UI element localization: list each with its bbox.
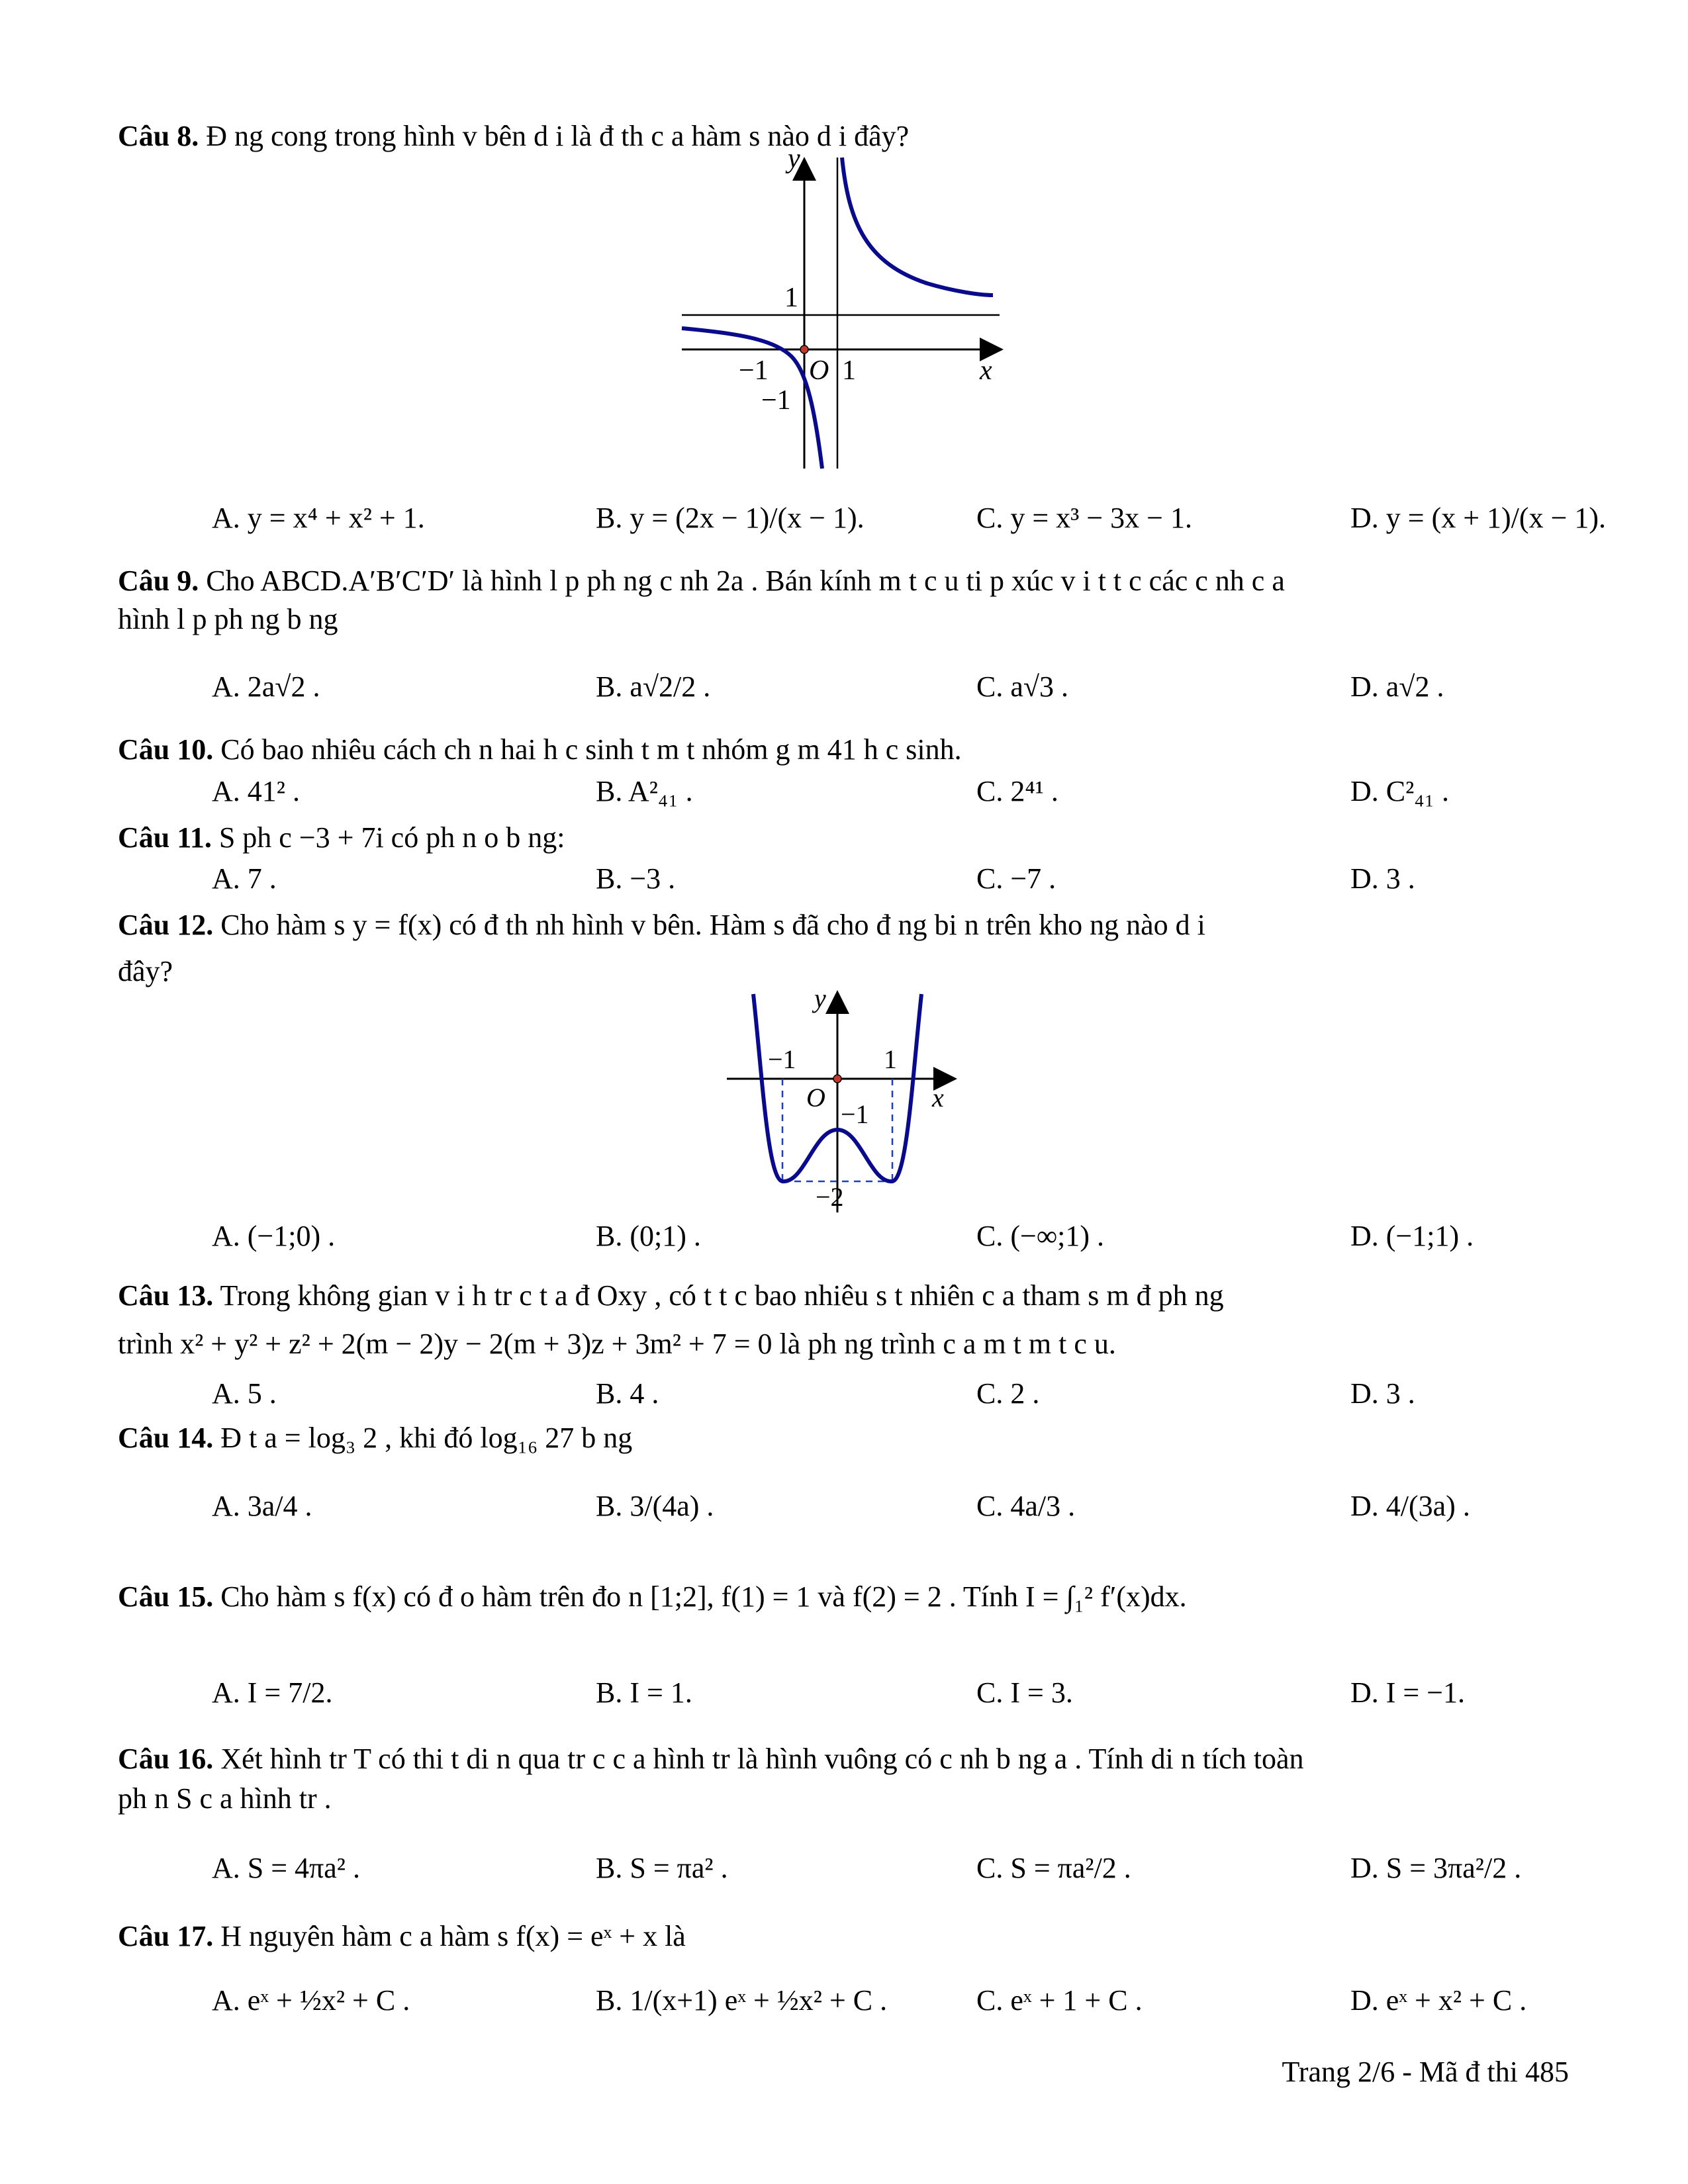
question-label: Câu 11. [118, 821, 212, 854]
q13-option-a[interactable]: A. 5 . [212, 1377, 277, 1410]
question-text: Đ t a = log₃ 2 , khi đó log₁₆ 27 b ng [220, 1422, 633, 1454]
q14-option-b[interactable]: B. 3/(4a) . [596, 1490, 714, 1522]
question-16 [118, 1741, 1304, 1778]
tick-y-minus-one: −1 [761, 385, 791, 416]
question-text: Trong không gian v i h tr c t a đ Oxy , có t t c bao nhiêu s t nhiên c a tham s m đ ph ng [220, 1279, 1224, 1312]
question-text: H nguyên hàm c a hàm s f(x) = eˣ + x là [220, 1920, 686, 1952]
q8-option-d[interactable]: D. y = (x + 1)/(x − 1). [1350, 502, 1607, 534]
question-label: Câu 16. [118, 1743, 214, 1775]
tick-x-one: 1 [884, 1044, 897, 1074]
question-text: Xét hình tr T có thi t di n qua tr c c a hình tr là hình vuông có c nh b ng a . Tính di n tích toàn [220, 1743, 1304, 1775]
tick-x-minus-one: −1 [768, 1044, 796, 1074]
question-15 [118, 1578, 1187, 1615]
q9-option-a[interactable]: A. 2a√2 . [212, 670, 320, 703]
q10-option-a[interactable]: A. 41² . [212, 775, 300, 807]
question-text: S ph c −3 + 7i có ph n o b ng: [218, 821, 565, 854]
hyperbola-graph [669, 151, 1006, 475]
question-text: Có bao nhiêu cách ch n hai h c sinh t m t nhóm g m 41 h c sinh. [220, 733, 962, 766]
q14-option-a[interactable]: A. 3a/4 . [212, 1490, 312, 1522]
q8-option-a[interactable]: A. y = x⁴ + x² + 1. [212, 502, 425, 534]
q17-option-c[interactable]: C. eˣ + 1 + C . [976, 1984, 1143, 2017]
question-label: Câu 8. [118, 120, 199, 152]
question-label: Câu 14. [118, 1422, 214, 1454]
question-label: Câu 12. [118, 909, 214, 941]
q12-option-b[interactable]: B. (0;1) . [596, 1220, 701, 1252]
q17-option-a[interactable]: A. eˣ + ½x² + C . [212, 1984, 410, 2017]
question-text: Cho hàm s y = f(x) có đ th nh hình v bên. Hàm s đã cho đ ng bi n trên kho ng nào d i [220, 909, 1205, 941]
question-13-cont: trình x² + y² + z² + 2(m − 2)y − 2(m + 3)z + 3m² + 7 = 0 là ph ng trình c a m t m t c u. [118, 1328, 1116, 1360]
q15-option-c[interactable]: C. I = 3. [976, 1676, 1073, 1709]
y-label: y [788, 151, 800, 174]
tick-x-one: 1 [842, 355, 856, 386]
x-label: x [980, 355, 992, 386]
question-text: Cho ABCD.A′B′C′D′ là hình l p ph ng c nh 2a . Bán kính m t c u ti p xúc v i t t c các c nh c a [206, 565, 1285, 597]
q14-option-c[interactable]: C. 4a/3 . [976, 1490, 1076, 1522]
q13-option-c[interactable]: C. 2 . [976, 1377, 1040, 1410]
q16-option-a[interactable]: A. S = 4πa² . [212, 1852, 360, 1884]
origin-point [800, 345, 808, 353]
q8-option-c[interactable]: C. y = x³ − 3x − 1. [976, 502, 1192, 534]
question-label: Câu 17. [118, 1920, 214, 1952]
q9-option-d[interactable]: D. a√2 . [1350, 670, 1444, 703]
question-label: Câu 9. [118, 565, 199, 597]
question-label: Câu 13. [118, 1279, 214, 1312]
question-8 [118, 118, 909, 155]
question-16-cont: ph n S c a hình tr . [118, 1782, 332, 1815]
q8-option-b[interactable]: B. y = (2x − 1)/(x − 1). [596, 502, 865, 534]
q16-option-c[interactable]: C. S = πa²/2 . [976, 1852, 1131, 1884]
tick-y-minus-two: −2 [816, 1182, 844, 1212]
q11-option-d[interactable]: D. 3 . [1350, 862, 1415, 895]
question-9 [118, 563, 1285, 600]
q10-option-d[interactable]: D. C²₄₁ . [1350, 775, 1449, 807]
q15-option-a[interactable]: A. I = 7/2. [212, 1676, 333, 1709]
q16-option-b[interactable]: B. S = πa² . [596, 1852, 728, 1884]
q10-option-b[interactable]: B. A²₄₁ . [596, 775, 693, 807]
q13-option-b[interactable]: B. 4 . [596, 1377, 659, 1410]
q10-option-c[interactable]: C. 2⁴¹ . [976, 775, 1058, 807]
origin-label: O [806, 1083, 825, 1113]
q13-option-d[interactable]: D. 3 . [1350, 1377, 1415, 1410]
q12-option-a[interactable]: A. (−1;0) . [212, 1220, 336, 1252]
right-branch [842, 158, 993, 295]
tick-y-minus-one: −1 [841, 1099, 869, 1129]
q12-option-c[interactable]: C. (−∞;1) . [976, 1220, 1105, 1252]
question-13 [118, 1277, 1224, 1314]
q12-option-d[interactable]: D. (−1;1) . [1350, 1220, 1474, 1252]
quartic-graph [722, 987, 960, 1226]
origin-label: O [809, 355, 829, 386]
q11-option-a[interactable]: A. 7 . [212, 862, 277, 895]
q9-option-c[interactable]: C. a√3 . [976, 670, 1069, 703]
question-12 [118, 907, 1205, 944]
question-12-cont: đây? [118, 955, 173, 987]
tick-x-minus-one: −1 [739, 355, 769, 386]
q17-option-d[interactable]: D. eˣ + x² + C . [1350, 1984, 1527, 2017]
q11-option-c[interactable]: C. −7 . [976, 862, 1056, 895]
question-text: Cho hàm s f(x) có đ o hàm trên đo n [1;2], f(1) = 1 và f(2) = 2 . Tính I = ∫₁² f′(x)dx. [220, 1580, 1187, 1613]
q14-option-d[interactable]: D. 4/(3a) . [1350, 1490, 1470, 1522]
question-text: Đ ng cong trong hình v bên d i là đ th c a hàm s nào d i đây? [206, 120, 910, 152]
q11-option-b[interactable]: B. −3 . [596, 862, 676, 895]
y-label: y [814, 987, 826, 1013]
question-label: Câu 10. [118, 733, 214, 766]
question-10 [118, 731, 962, 768]
q17-option-b[interactable]: B. 1/(x+1) eˣ + ½x² + C . [596, 1984, 888, 2017]
question-label: Câu 15. [118, 1580, 214, 1613]
question-14 [118, 1420, 632, 1457]
tick-y-one: 1 [784, 283, 798, 313]
x-label: x [932, 1083, 944, 1113]
q9-option-b[interactable]: B. a√2/2 . [596, 670, 711, 703]
page-footer: Trang 2/6 - Mã đ thi 485 [1282, 2056, 1569, 2088]
question-17 [118, 1918, 686, 1955]
origin-point [833, 1075, 841, 1083]
q15-option-d[interactable]: D. I = −1. [1350, 1676, 1466, 1709]
q15-option-b[interactable]: B. I = 1. [596, 1676, 692, 1709]
question-11 [118, 819, 565, 856]
question-9-cont: hình l p ph ng b ng [118, 603, 338, 635]
q16-option-d[interactable]: D. S = 3πa²/2 . [1350, 1852, 1522, 1884]
